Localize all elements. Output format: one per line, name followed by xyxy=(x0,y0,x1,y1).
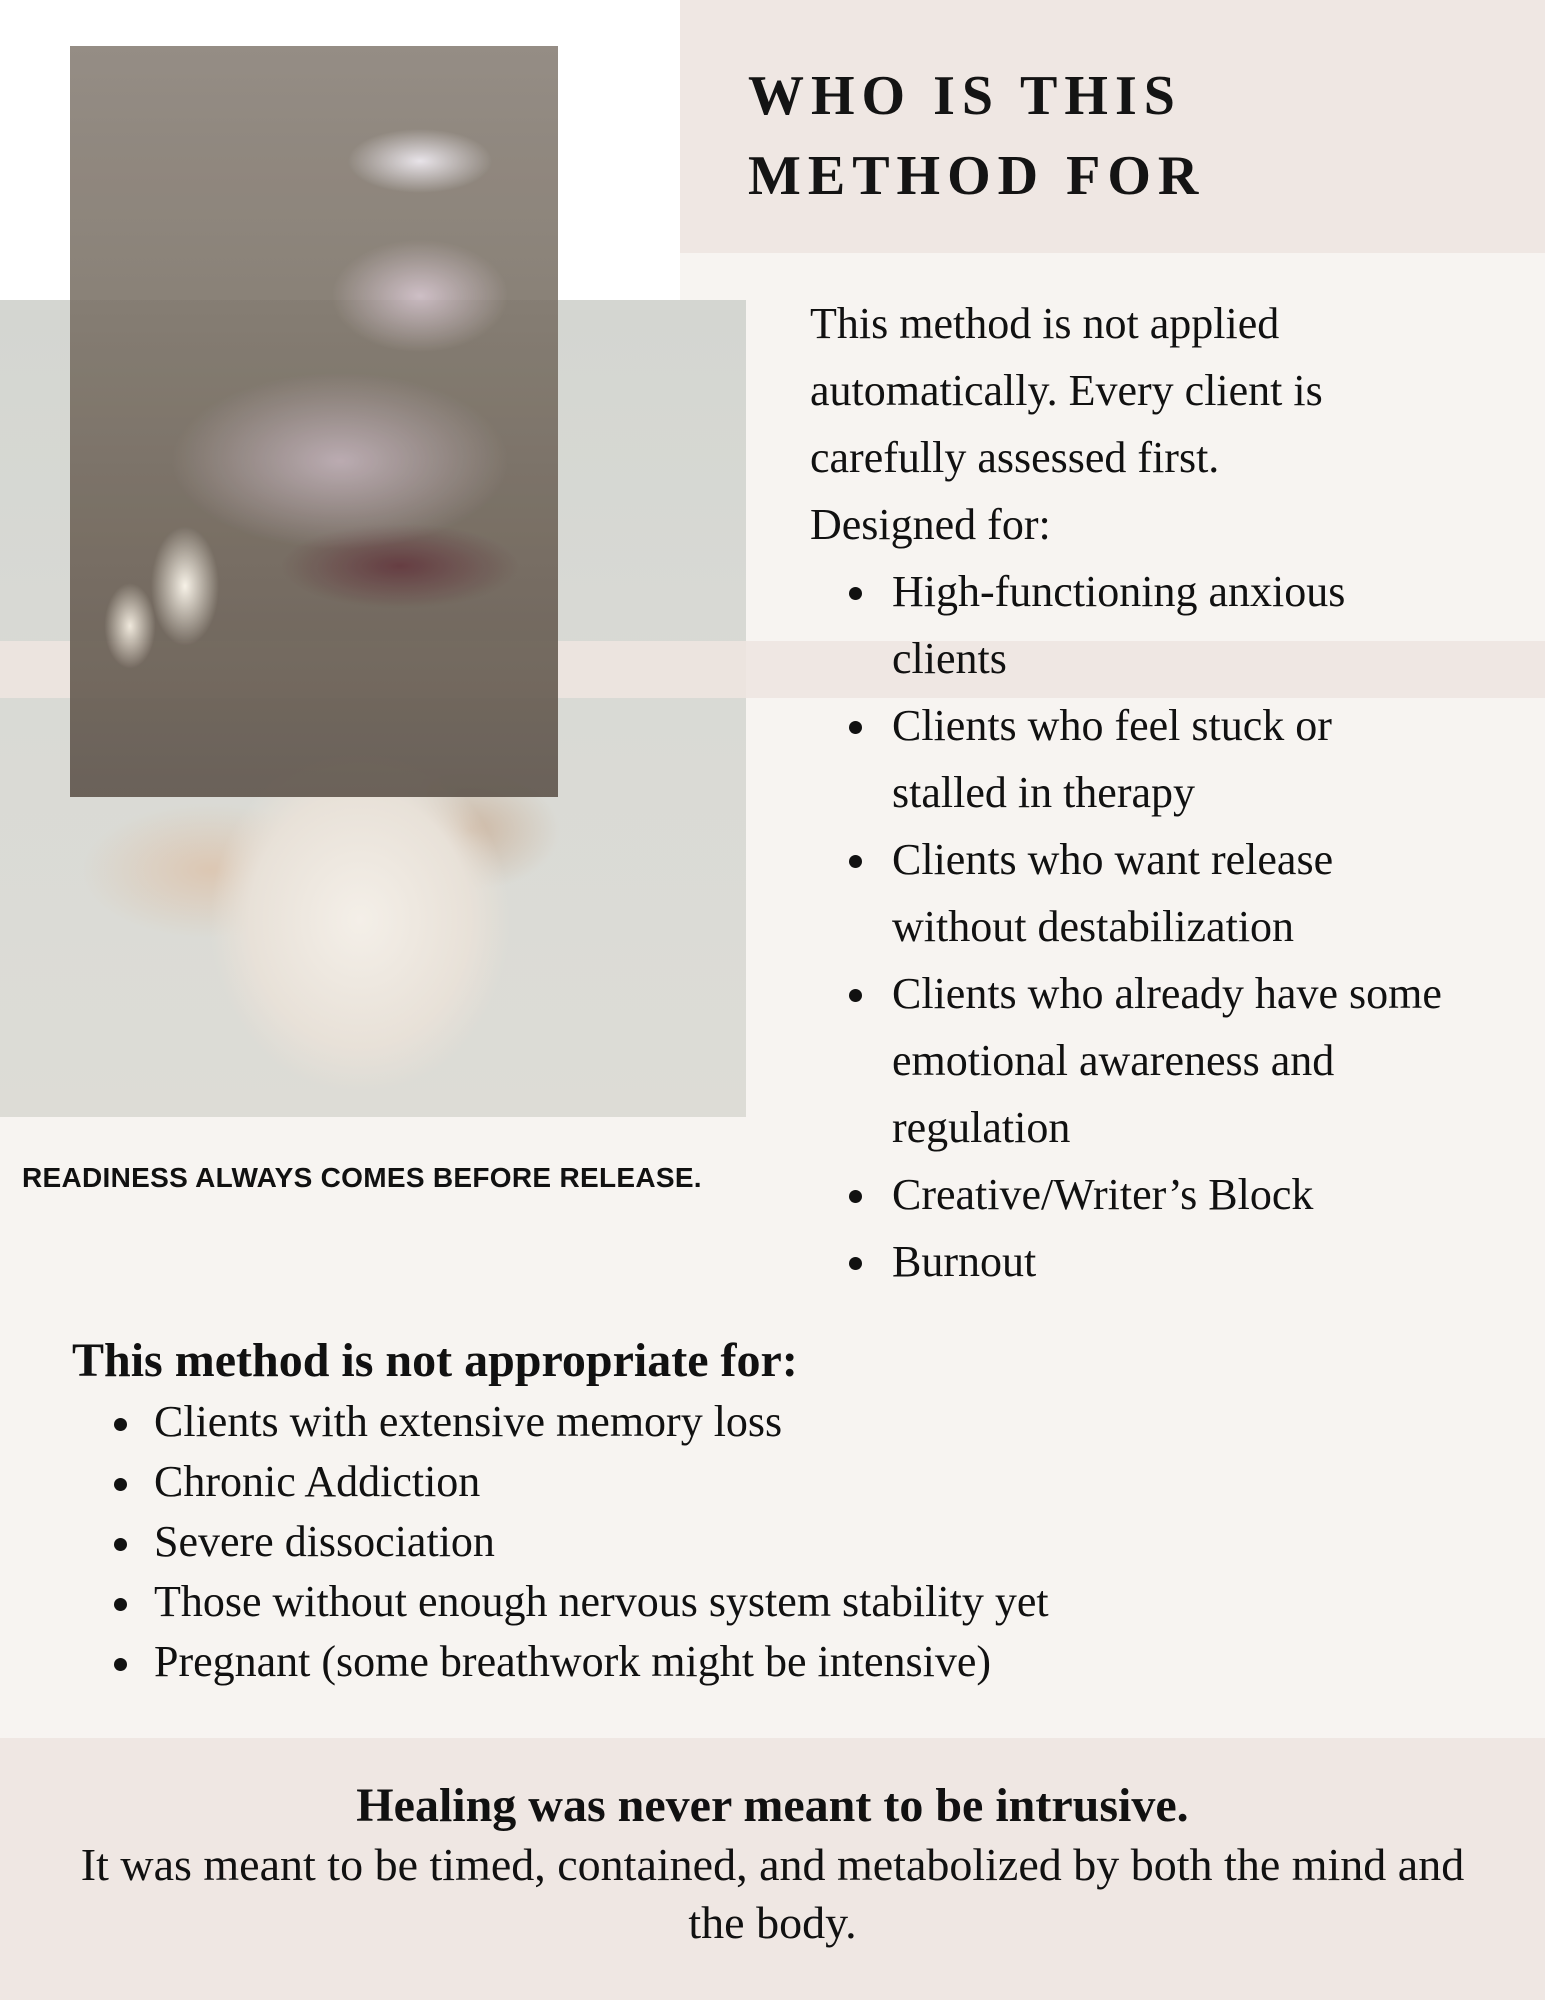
list-item: Pregnant (some breathwork might be intensive) xyxy=(154,1632,1372,1692)
list-item: Clients with extensive memory loss xyxy=(154,1392,1372,1452)
list-item: Burnout xyxy=(892,1228,1450,1295)
list-item: Creative/Writer’s Block xyxy=(892,1161,1450,1228)
footer-headline: Healing was never meant to be intrusive. xyxy=(356,1779,1189,1832)
title-panel xyxy=(680,0,1545,253)
not-appropriate-heading: This method is not appropriate for: xyxy=(72,1334,798,1387)
footer-panel xyxy=(0,1738,1545,2000)
designed-for-section xyxy=(810,290,1450,1295)
designed-for-list xyxy=(810,558,1450,1295)
list-item: Clients who want release without destabilization xyxy=(892,826,1450,960)
designed-for-heading: Designed for: xyxy=(810,500,1051,549)
list-item: Clients who already have some emotional awareness and regulation xyxy=(892,960,1450,1161)
footer-body: It was meant to be timed, contained, and metabolized by both the mind and the body. xyxy=(80,1839,1465,1948)
page-title: WHO IS THIS METHOD FOR xyxy=(748,65,1206,207)
list-item: Severe dissociation xyxy=(154,1512,1372,1572)
not-appropriate-list xyxy=(72,1392,1372,1692)
list-item: Those without enough nervous system stability yet xyxy=(154,1572,1372,1632)
photo-meditation-yoga xyxy=(70,46,558,797)
intro-text: This method is not applied automatically. Every client is carefully assessed first. xyxy=(810,299,1323,482)
list-item: Chronic Addiction xyxy=(154,1452,1372,1512)
not-appropriate-section xyxy=(72,1330,1372,1692)
list-item: Clients who feel stuck or stalled in therapy xyxy=(892,692,1450,826)
list-item: High-functioning anxious clients xyxy=(892,558,1450,692)
photo-caption: READINESS ALWAYS COMES BEFORE RELEASE. xyxy=(22,1162,702,1193)
